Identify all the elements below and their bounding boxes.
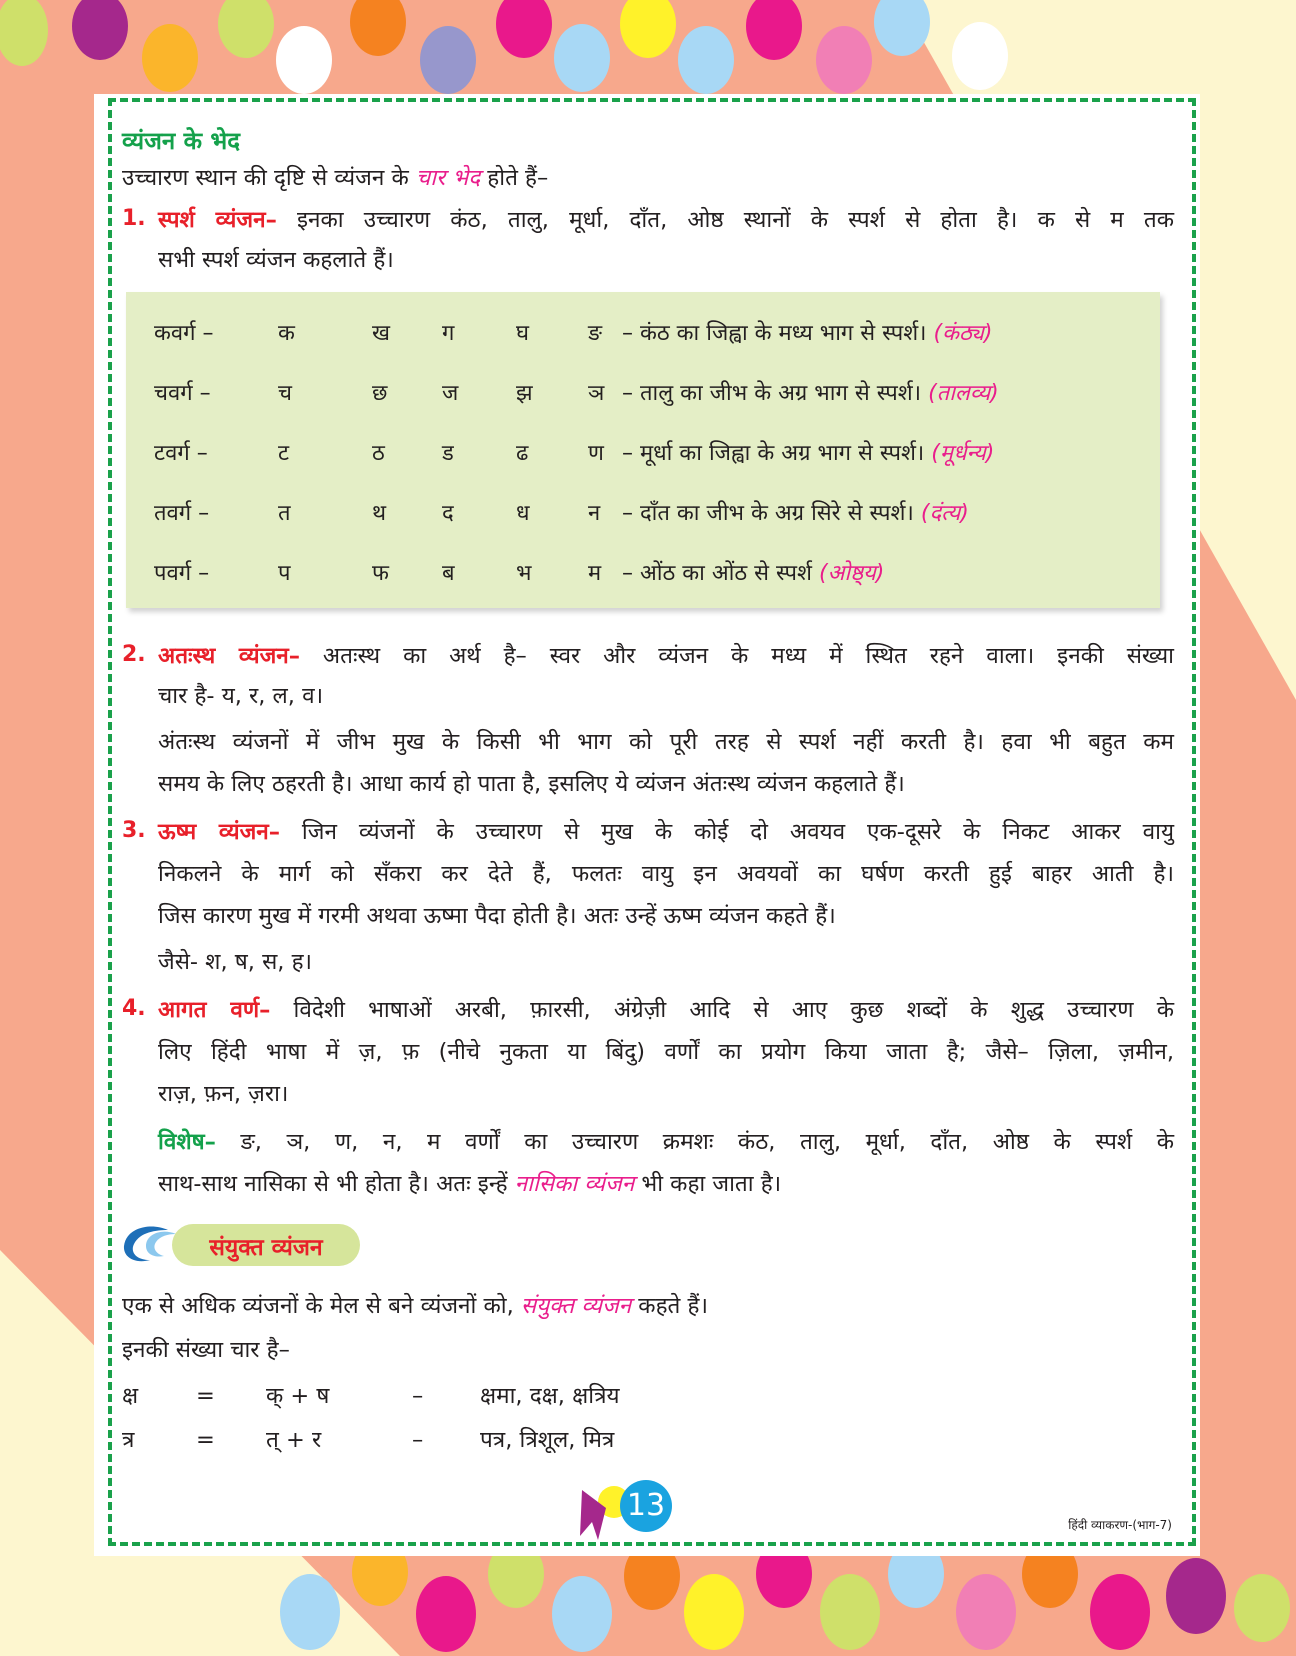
varga-letter: थ: [372, 501, 387, 526]
varga-type: (मूर्धन्य): [931, 441, 995, 466]
footer-book-title: हिंदी व्याकरण-(भाग-7): [1068, 1518, 1172, 1532]
vishesh-text-end: भी कहा जाता है।: [634, 1171, 782, 1197]
varga-description: [622, 498, 969, 530]
samyukt-equals: =: [196, 1427, 215, 1453]
varga-name: चवर्ग –: [154, 381, 211, 406]
item-3-line3: जिस कारण मुख में गरमी अथवा ऊष्मा पैदा होती है। अतः उन्हें ऊष्म व्यंजन कहते हैं।: [158, 903, 836, 929]
swirl-icon: [120, 1222, 180, 1266]
varga-letter: घ: [516, 321, 530, 346]
samyukt-examples: पत्र, त्रिशूल, मित्र: [480, 1427, 615, 1453]
intro-text-end: होते हैं–: [480, 165, 549, 191]
samyukt-heading-badge: [172, 1224, 360, 1266]
intro-line: [122, 162, 1174, 194]
varga-letter: न: [588, 501, 601, 526]
varga-letter: छ: [372, 381, 388, 406]
samyukt-def-text-end: कहते हैं।: [631, 1293, 708, 1319]
varga-letter: ङ: [588, 321, 603, 346]
varga-letter: त: [278, 501, 291, 526]
varga-letter: क: [278, 321, 295, 346]
vishesh-line1: [158, 1126, 1174, 1158]
item-4-title: आगत वर्ण–: [158, 997, 271, 1023]
item-3-example: जैसे- श, ष, स, ह।: [158, 949, 313, 975]
page-number: 13: [626, 1488, 666, 1523]
varga-letter: ध: [516, 501, 530, 526]
item-2-para-line2: समय के लिए ठहरती है। आधा कार्य हो पाता है, इसलिए ये व्यंजन अंतःस्थ व्यंजन कहलाते हैं।: [158, 771, 905, 797]
varga-type: (कंठ्य): [933, 321, 993, 346]
varga-letter: झ: [516, 381, 533, 406]
varga-desc-text: – कंठ का जिह्वा के मध्य भाग से स्पर्श।: [622, 321, 927, 346]
samyukt-heading: संयुक्त व्यंजन: [209, 1235, 323, 1261]
vishesh-label: विशेष–: [158, 1129, 216, 1155]
varga-description: [622, 438, 994, 470]
varga-letter: प: [278, 561, 291, 586]
varga-letter: च: [278, 381, 292, 406]
samyukt-definition: [122, 1290, 1174, 1322]
item-1-number: 1.: [122, 206, 146, 231]
samyukt-dash: –: [412, 1383, 424, 1409]
varga-desc-text: – मूर्धा का जिह्वा के अग्र भाग से स्पर्श।: [622, 441, 925, 466]
varga-desc-text: – तालु का जीभ के अग्र भाग से स्पर्श।: [622, 381, 922, 406]
section-title: व्यंजन के भेद: [122, 127, 241, 155]
varga-letter: ञ: [588, 381, 605, 406]
samyukt-equals: =: [196, 1383, 215, 1409]
varga-letter: ढ: [516, 441, 529, 466]
samyukt-parts: त् + र: [266, 1427, 322, 1453]
varga-name: कवर्ग –: [154, 321, 214, 346]
varga-name: तवर्ग –: [154, 501, 210, 526]
varga-letter: ड: [442, 441, 454, 466]
item-3-number: 3.: [122, 818, 146, 843]
varga-name: टवर्ग –: [154, 441, 208, 466]
varga-description: [622, 318, 992, 350]
samyukt-letter: त्र: [122, 1427, 135, 1453]
item-2-title: अतःस्थ व्यंजन–: [158, 643, 301, 669]
samyukt-def-text: एक से अधिक व्यंजनों के मेल से बने व्यंजनों को,: [122, 1293, 521, 1319]
varga-letter: ख: [372, 321, 390, 346]
item-4-line2: लिए हिंदी भाषा में ज़, फ़ (नीचे नुकता या बिंदु) वर्णों का प्रयोग किया जाता है; जैसे– ज़िला, ज़मीन,: [158, 1039, 1175, 1065]
item-3-line1: [158, 816, 1174, 848]
item-3-title: ऊष्म व्यंजन–: [158, 819, 281, 845]
vishesh-line2: [158, 1168, 1174, 1200]
item-1-title: स्पर्श व्यंजन–: [158, 207, 277, 233]
varga-description: [622, 378, 999, 410]
varga-letter: ग: [442, 321, 455, 346]
item-3-text: जिन व्यंजनों के उच्चारण से मुख के कोई दो अवयव एक-दूसरे के निकट आकर वायु: [280, 819, 1175, 845]
varga-letter: द: [442, 501, 454, 526]
item-2-line2: चार है- य, र, ल, व।: [158, 683, 324, 709]
item-3-line2: निकलने के मार्ग को सँकरा कर देते हैं, फलतः वायु इन अवयवों का घर्षण करती हुई बाहर आती है।: [158, 861, 1174, 887]
varga-type: (ओष्ठ्य): [818, 561, 885, 586]
vishesh-text-2: साथ-साथ नासिका से भी होता है। अतः इन्हें: [158, 1171, 515, 1197]
intro-highlight: चार भेद: [415, 165, 481, 191]
varga-desc-text: – ओंठ का ओंठ से स्पर्श: [622, 561, 812, 586]
vishesh-text: ङ, ञ, ण, न, म वर्णों का उच्चारण क्रमशः कंठ, तालु, मूर्धा, दाँत, ओष्ठ के स्पर्श के: [215, 1129, 1174, 1155]
item-4-line1: [158, 994, 1174, 1026]
vishesh-highlight: नासिका व्यंजन: [514, 1171, 635, 1197]
varga-name: पवर्ग –: [154, 561, 210, 586]
samyukt-parts: क् + ष: [266, 1383, 330, 1409]
varga-letter: ब: [442, 561, 455, 586]
item-2-number: 2.: [122, 642, 146, 667]
item-1-line2: सभी स्पर्श व्यंजन कहलाते हैं।: [158, 247, 394, 273]
samyukt-examples: क्षमा, दक्ष, क्षत्रिय: [480, 1383, 620, 1409]
varga-letter: ण: [588, 441, 604, 466]
item-1-line1: [158, 204, 1174, 236]
varga-letter: भ: [516, 561, 532, 586]
samyukt-letter: क्ष: [122, 1383, 139, 1409]
varga-letter: म: [588, 561, 602, 586]
item-4-line3: राज़, फ़न, ज़रा।: [158, 1081, 289, 1107]
item-4-number: 4.: [122, 996, 146, 1021]
intro-text: उच्चारण स्थान की दृष्टि से व्यंजन के: [122, 165, 416, 191]
varga-type: (तालव्य): [928, 381, 999, 406]
item-2-line1: [158, 640, 1174, 672]
item-2-para-line1: अंतःस्थ व्यंजनों में जीभ मुख के किसी भी भाग को पूरी तरह से स्पर्श नहीं करती है। हवा भी बहुत कम: [158, 729, 1174, 755]
varga-letter: ट: [278, 441, 290, 466]
item-1-text: इनका उच्चारण कंठ, तालु, मूर्धा, दाँत, ओष्ठ स्थानों के स्पर्श से होता है। क से म तक: [276, 207, 1174, 233]
samyukt-def-highlight: संयुक्त व्यंजन: [520, 1293, 632, 1319]
item-4-text: विदेशी भाषाओं अरबी, फ़ारसी, अंग्रेज़ी आदि से आए कुछ शब्दों के शुद्ध उच्चारण के: [270, 997, 1174, 1023]
varga-type: (दंत्य): [920, 501, 969, 526]
varga-letter: फ: [372, 561, 389, 586]
item-2-text: अतःस्थ का अर्थ है– स्वर और व्यंजन के मध्य में स्थित रहने वाला। इनकी संख्या: [300, 643, 1174, 669]
samyukt-dash: –: [412, 1427, 424, 1453]
varga-desc-text: – दाँत का जीभ के अग्र सिरे से स्पर्श।: [622, 501, 914, 526]
samyukt-count: इनकी संख्या चार है–: [122, 1337, 290, 1363]
varga-letter: ठ: [372, 441, 385, 466]
varga-description: [622, 558, 884, 590]
varga-letter: ज: [442, 381, 459, 406]
